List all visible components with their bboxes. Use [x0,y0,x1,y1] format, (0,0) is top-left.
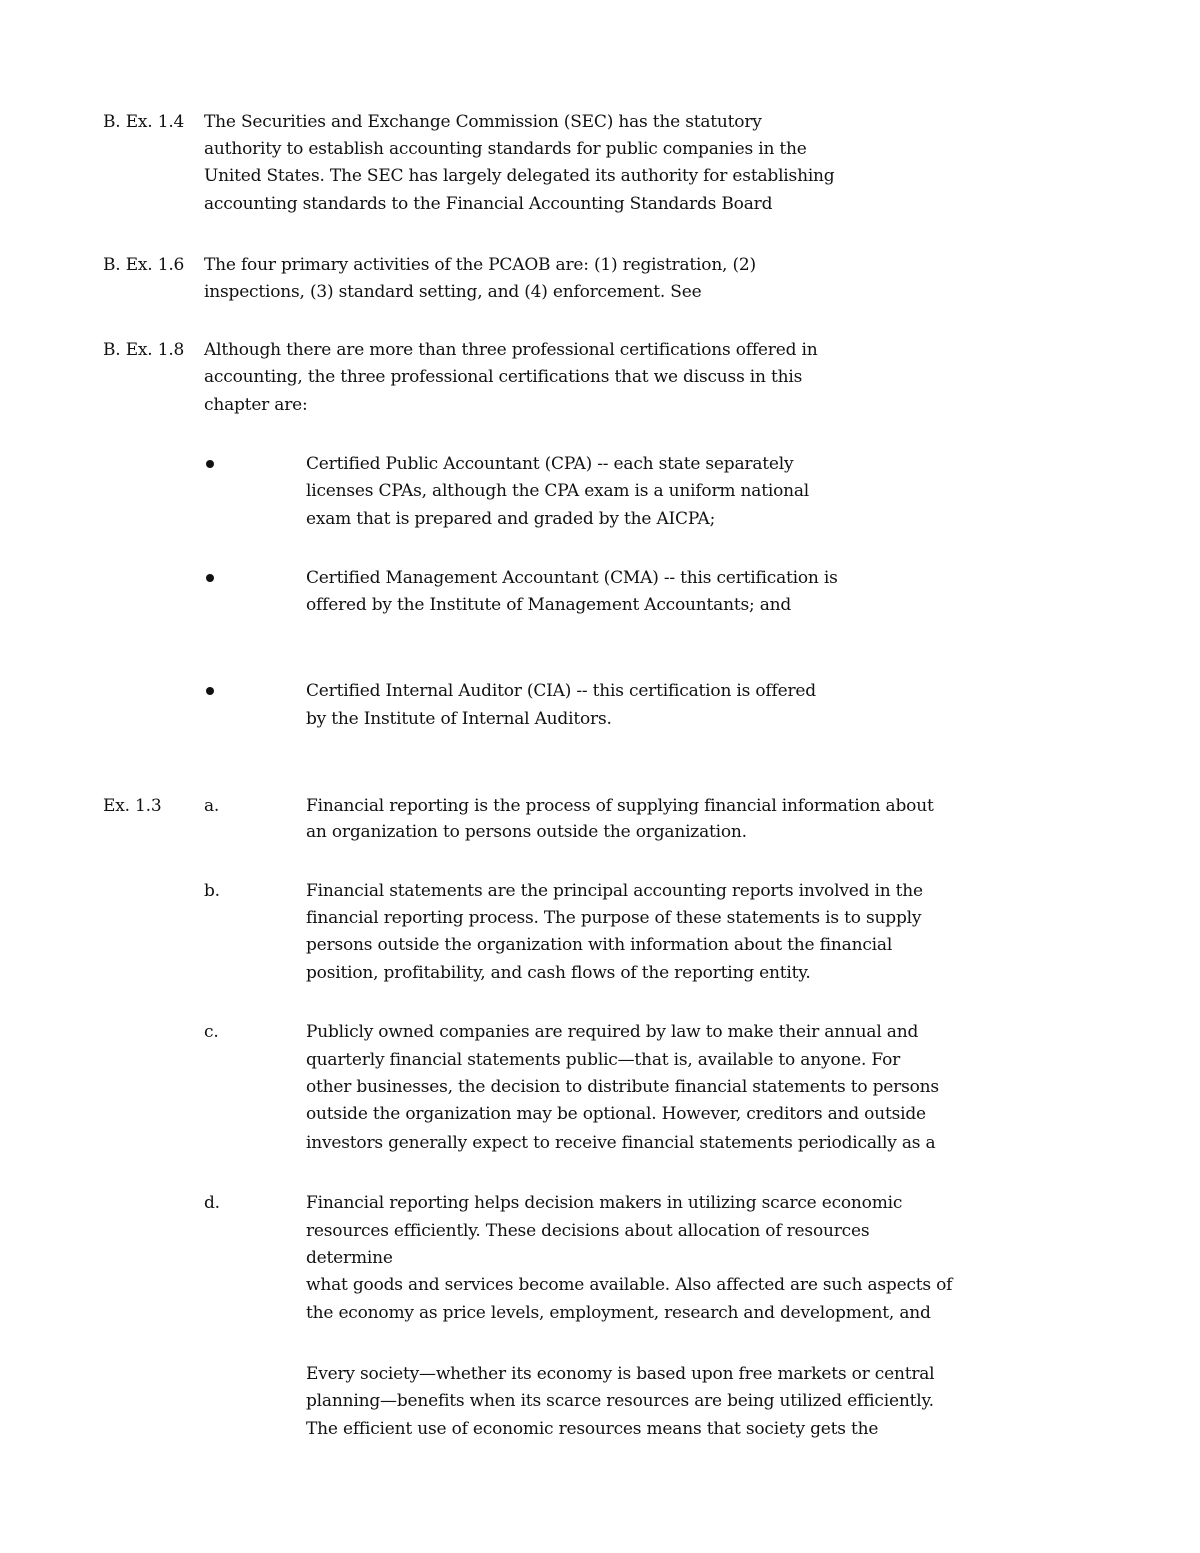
paragraph-line: The four primary activities of the PCAOB are: (1) registration, (2) [204,255,756,275]
item-line: what goods and services become available. Also affected are such aspects of [306,1275,953,1295]
paragraph-line: Although there are more than three professional certifications offered in [204,340,818,360]
bullet-line: Certified Public Accountant (CPA) -- each state separately [306,454,794,474]
exercise-label-ex13: Ex. 1.3 [103,796,162,816]
item-marker-b: b. [204,881,220,901]
bullet-line: Certified Internal Auditor (CIA) -- this certification is offered [306,681,816,701]
item-line: Financial reporting is the process of supplying financial information about [306,796,934,816]
item-line: Financial statements are the principal accounting reports involved in the [306,881,923,901]
item-line: outside the organization may be optional. However, creditors and outside [306,1104,926,1124]
exercise-label-b16: B. Ex. 1.6 [103,255,185,275]
bullet-icon [206,687,214,695]
closing-line: planning—benefits when its scarce resources are being utilized efficiently. [306,1391,934,1411]
item-marker-d: d. [204,1193,220,1213]
bullet-line: exam that is prepared and graded by the AICPA; [306,509,716,529]
item-marker-c: c. [204,1022,219,1042]
paragraph-line: The Securities and Exchange Commission (SEC) has the statutory [204,112,762,132]
item-line: resources efficiently. These decisions about allocation of resources [306,1221,870,1241]
paragraph-line: inspections, (3) standard setting, and (4) enforcement. See [204,282,702,302]
bullet-icon [206,460,214,468]
exercise-label-b14: B. Ex. 1.4 [103,112,185,132]
item-line: Publicly owned companies are required by law to make their annual and [306,1022,919,1042]
paragraph-line: accounting standards to the Financial Accounting Standards Board [204,194,773,214]
item-marker-a: a. [204,796,220,816]
item-line: Financial reporting helps decision makers in utilizing scarce economic [306,1193,903,1213]
item-line: the economy as price levels, employment, research and development, and [306,1303,931,1323]
closing-line: The efficient use of economic resources means that society gets the [306,1419,879,1439]
item-line: position, profitability, and cash flows of the reporting entity. [306,963,811,983]
item-line: persons outside the organization with information about the financial [306,935,893,955]
bullet-icon [206,574,214,582]
bullet-line: Certified Management Accountant (CMA) -- this certification is [306,568,838,588]
item-line: financial reporting process. The purpose of these statements is to supply [306,908,922,928]
item-line: investors generally expect to receive financial statements periodically as a [306,1133,936,1153]
item-line: quarterly financial statements public—that is, available to anyone. For [306,1050,901,1070]
bullet-line: by the Institute of Internal Auditors. [306,709,612,729]
closing-line: Every society—whether its economy is based upon free markets or central [306,1364,935,1384]
bullet-line: offered by the Institute of Management Accountants; and [306,595,792,615]
paragraph-line: chapter are: [204,395,308,415]
item-line: determine [306,1248,393,1268]
bullet-line: licenses CPAs, although the CPA exam is a uniform national [306,481,810,501]
exercise-label-b18: B. Ex. 1.8 [103,340,185,360]
paragraph-line: United States. The SEC has largely delegated its authority for establishing [204,166,835,186]
item-line: other businesses, the decision to distribute financial statements to persons [306,1077,939,1097]
item-line: an organization to persons outside the organization. [306,822,747,842]
paragraph-line: accounting, the three professional certifications that we discuss in this [204,367,803,387]
paragraph-line: authority to establish accounting standards for public companies in the [204,139,807,159]
